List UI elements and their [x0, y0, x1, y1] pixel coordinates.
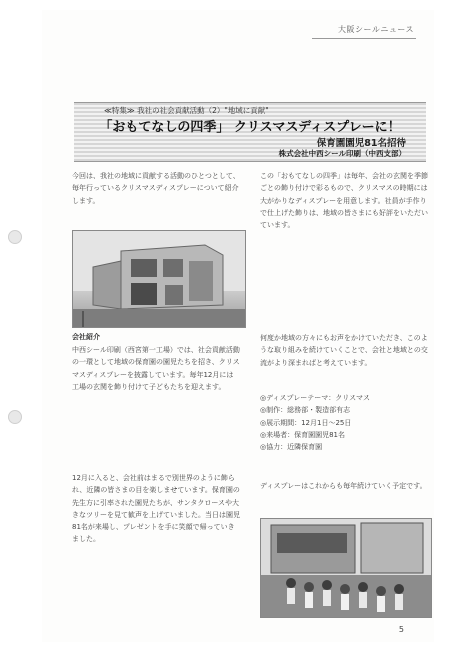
story-paragraph: 12月に入ると、会社前はまるで別世界のように飾られ、近隣の皆さまの目を楽しませています。保育園の先生方に引率された園児たちが、サンタクロースや大きなツリーを見て歓声を上げていました。当日は園児81名が来場し、プレゼントを手に笑顔で帰っていきました。 [72, 474, 240, 544]
binder-hole [8, 410, 22, 424]
children-illustration [261, 519, 431, 617]
document-page [42, 10, 434, 642]
article-subtitle: 保育園園児81名招待 [316, 138, 406, 149]
intro-paragraph: 今回は、我社の地域に貢献する活動のひとつとして、毎年行っているクリスマスディスプレーについて紹介します。 [72, 172, 240, 205]
page-number: 5 [398, 625, 404, 634]
building-illustration [73, 231, 245, 327]
running-header: 大阪シールニュース [338, 25, 414, 34]
building-photo [72, 230, 246, 328]
article-title: 「おもてなしの四季」 クリスマスディスプレーに！ [99, 120, 401, 135]
closing-paragraph: ディスプレーはこれからも毎年続けていく予定です。 [260, 482, 427, 490]
children-photo [260, 518, 432, 618]
section-label: 会社紹介 [72, 333, 100, 341]
right-paragraph-1: この「おもてなしの四季」は毎年、会社の玄関を季節ごとの飾り付けで彩るもので、クリスマスの時期には大がかりなディスプレーを用意します。社員が手作りで仕上げた飾りは、地域の皆さまにも好評をいただいています。 [260, 172, 428, 230]
header-divider [312, 38, 416, 39]
banner-kicker: ≪特集≫ 我社の社会貢献活動（2）"地域に貢献" [104, 106, 269, 115]
section-paragraph: 中西シール印刷（西宮第一工場）では、社会貢献活動の一環として地域の保育園の園児たちを招き、クリスマスディスプレーを披露しています。毎年12月には工場の玄関を飾り付けて子どもたちを迎えます。 [72, 346, 240, 391]
article-author: 株式会社中西シール印刷（中西支部） [278, 149, 406, 158]
credits-list: ◎ディスプレーテーマ：クリスマス ◎制作：総務部・製造部有志 ◎展示期間：12月1日〜25日 ◎来場者：保育園園児81名 ◎協力：近隣保育園 [260, 394, 370, 452]
article-banner [74, 102, 426, 162]
binder-hole [8, 230, 22, 244]
right-paragraph-2: 何度か地域の方々にもお声をかけていただき、このような取り組みを続けていくことで、会社と地域との交流がより深まればと考えています。 [260, 334, 428, 367]
